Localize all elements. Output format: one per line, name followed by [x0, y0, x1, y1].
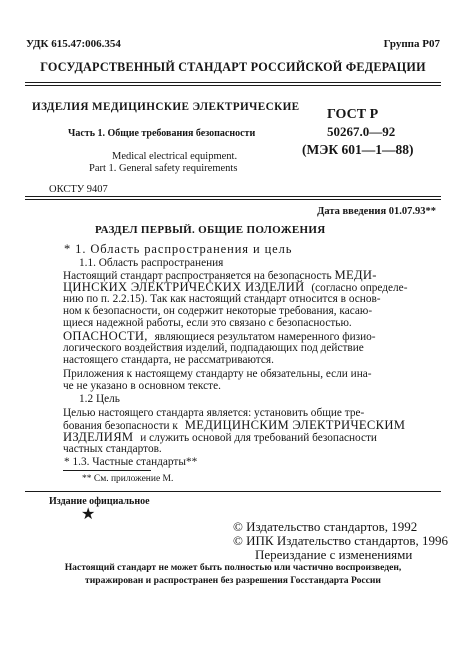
reissue-note: Переиздание с изменениями [255, 547, 413, 562]
p2-l1-text: являющиеся результатом намеренного физио- [154, 331, 376, 343]
official-edition: Издание официальное [49, 496, 150, 507]
paragraph-3-line-1: Приложения к настоящему стандарту не обязательны, если ина- [63, 368, 372, 380]
paragraph-3-line-2: че не указано в основном тексте. [63, 380, 221, 392]
paragraph-1-line-4: ном к безопасности, он содержит некоторые требования, касаю- [63, 305, 373, 317]
top-rule-2 [25, 85, 441, 86]
copyright-2: © ИПК Издательство стандартов, 1996 [233, 533, 448, 548]
title-english: Medical electrical equipment. [112, 151, 238, 162]
p4-l3-term: ИЗДЕЛИЯМ [63, 430, 134, 444]
udk-code: УДК 615.47:006.354 [26, 38, 121, 50]
paragraph-4-line-4: частных стандартов. [63, 443, 162, 455]
section-1-2-heading: 1.2 Цель [79, 393, 120, 405]
top-rule-1 [25, 82, 441, 83]
okstu-code: ОКСТУ 9407 [49, 184, 108, 195]
p1-l1-term: МЕДИ- [334, 268, 377, 282]
star-icon: ★ [81, 506, 96, 523]
part-title: Часть 1. Общие требования безопасности [68, 128, 256, 139]
part-english: Part 1. General safety requirements [89, 163, 238, 174]
section-1-3-heading: * 1.3. Частные стандарты** [64, 456, 198, 468]
p2-l1-term: ОПАСНОСТИ, [63, 329, 148, 343]
paragraph-2-line-2: логического воздействия изделий, подпадающих под действие [63, 342, 364, 354]
p4-l2-text: бования безопасности к [63, 420, 178, 432]
title-rule-1 [25, 196, 441, 197]
p4-l3-text: и служить основой для требований безопасности [140, 432, 377, 444]
title-rule-2 [25, 199, 441, 200]
gost-number: 50267.0—92 [327, 124, 396, 139]
p4-l2-term: МЕДИЦИНСКИМ ЭЛЕКТРИЧЕСКИМ [184, 418, 406, 432]
gost-label: ГОСТ Р [327, 107, 379, 122]
p1-l1-text: Настоящий стандарт распространяется на безопасность [63, 270, 332, 282]
state-standard-heading: ГОСУДАРСТВЕННЫЙ СТАНДАРТ РОССИЙСКОЙ ФЕДЕРАЦИИ [40, 60, 426, 74]
effective-date: Дата введения 01.07.93** [317, 206, 436, 217]
p1-l2-term: ЦИНСКИХ ЭЛЕКТРИЧЕСКИХ ИЗДЕЛИЙ [63, 280, 305, 294]
copyright-notice-line-1: Настоящий стандарт не может быть полностью или частично воспроизведен, [64, 562, 402, 573]
p1-l2-text: (согласно определе- [311, 282, 408, 294]
copyright-notice-line-2: тиражирован и распространен без разрешения Госстандарта России [85, 575, 381, 586]
section-1-1-heading: 1.1. Область распространения [79, 257, 224, 269]
paragraph-1-line-3: нию по п. 2.2.15). Так как настоящий стандарт относится в основ- [63, 293, 381, 305]
copyright-1: © Издательство стандартов, 1992 [233, 519, 418, 534]
footnote: ** См. приложение М. [82, 474, 174, 484]
paragraph-4-line-1: Целью настоящего стандарта является: установить общие тре- [63, 407, 365, 419]
paragraph-2-line-3: настоящего стандарта, не рассматриваются. [63, 354, 274, 366]
footnote-rule [63, 470, 151, 471]
section-title: РАЗДЕЛ ПЕРВЫЙ. ОБЩИЕ ПОЛОЖЕНИЯ [95, 224, 326, 236]
iec-number: (МЭК 601—1—88) [302, 142, 414, 157]
document-title: ИЗДЕЛИЯ МЕДИЦИНСКИЕ ЭЛЕКТРИЧЕСКИЕ [32, 101, 300, 113]
paragraph-1-line-5: щиеся надежной работы, если это связано с безопасностью. [63, 317, 352, 329]
standard-group: Группа Р07 [383, 38, 440, 50]
lower-rule [25, 491, 441, 492]
section-1-heading: * 1. Область распространения и цель [64, 242, 293, 256]
